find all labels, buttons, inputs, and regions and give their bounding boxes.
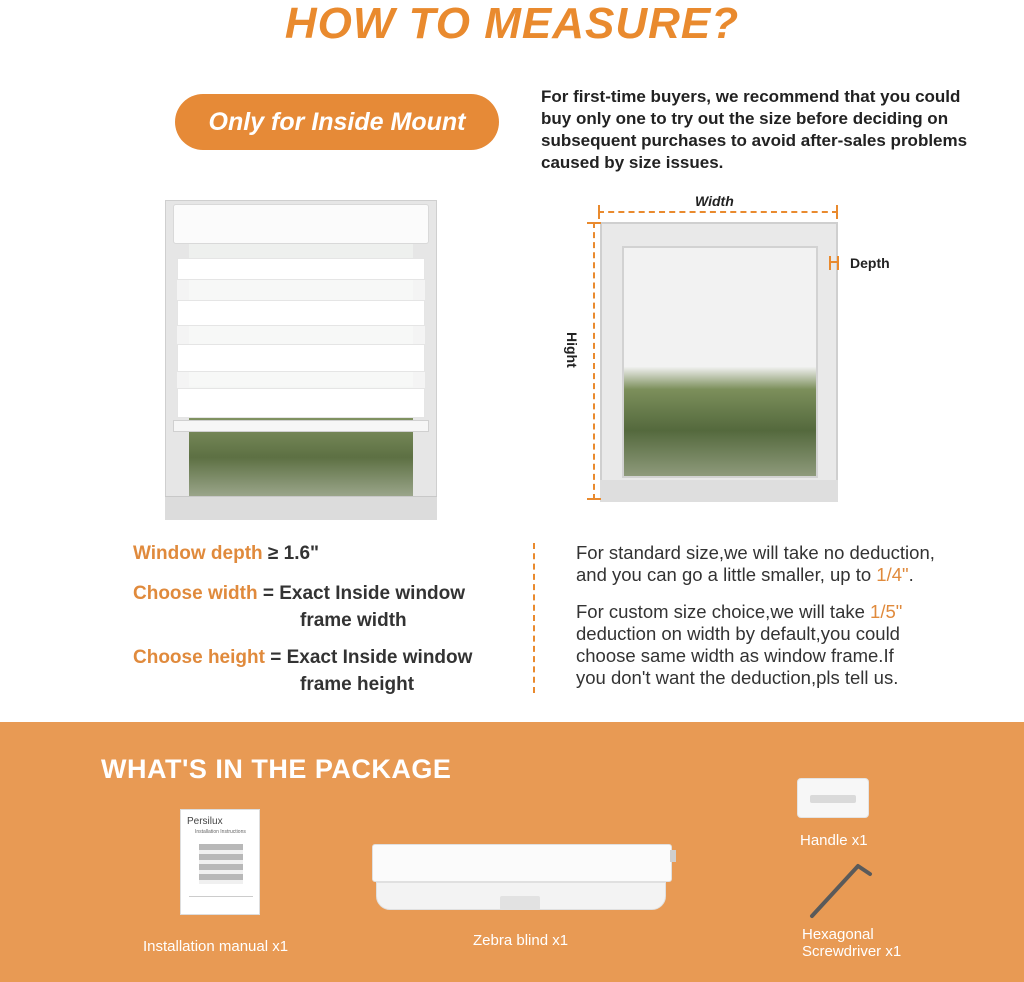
width-label: Width — [695, 193, 734, 209]
blind-sheer — [177, 372, 425, 388]
screwdriver-label — [802, 926, 901, 960]
custom-note-text: For custom size choice,we will take — [576, 601, 871, 622]
manual-label: Installation manual x1 — [143, 938, 289, 955]
height-rule-key: Choose height — [133, 647, 265, 668]
width-rule-key: Choose width — [133, 583, 258, 604]
window-glass — [622, 246, 818, 478]
blind-sheer — [177, 280, 425, 300]
custom-note-highlight: 1/5" — [870, 601, 903, 622]
custom-note-line: deduction on width by default,you could — [576, 623, 900, 644]
page-title: HOW TO MEASURE? — [284, 0, 740, 48]
window-sill — [165, 496, 437, 520]
width-rule — [133, 580, 465, 607]
height-rule — [133, 644, 472, 671]
depth-rule-key: Window depth — [133, 543, 263, 564]
manual-blind-graphic — [199, 844, 243, 884]
depth-marker-icon — [829, 256, 839, 270]
height-rule-value: = Exact Inside window — [270, 647, 473, 668]
inside-mount-badge — [175, 94, 499, 150]
window-measure-illustration — [600, 222, 838, 502]
custom-note-line: choose same width as window frame.If — [576, 645, 894, 666]
window-with-blind-illustration — [165, 200, 437, 520]
manual-footer-line — [189, 896, 253, 902]
standard-note-line: For standard size,we will take no deduction, — [576, 542, 935, 563]
hex-key-icon — [806, 852, 876, 922]
blind-slat — [177, 300, 425, 326]
blind-handle-clip — [500, 896, 540, 910]
manual-subtitle: Installation Instructions — [195, 829, 246, 835]
blind-sheer — [177, 326, 425, 344]
depth-rule — [133, 540, 319, 567]
handle-illustration — [797, 778, 869, 818]
window-sill — [600, 480, 838, 502]
blind-bottom-rail — [173, 420, 429, 432]
screwdriver-label-line: Screwdriver x1 — [802, 943, 902, 960]
blind-end-cap — [670, 850, 676, 862]
custom-note-line — [576, 601, 1006, 623]
custom-size-note — [576, 601, 1006, 689]
blind-slat — [177, 258, 425, 280]
standard-note-highlight: 1/4" — [876, 564, 909, 585]
package-title: WHAT'S IN THE PACKAGE — [101, 754, 452, 784]
standard-note-text: and you can go a little smaller, up to — [576, 564, 877, 585]
screwdriver-label-line: Hexagonal — [802, 926, 874, 943]
handle-label: Handle x1 — [800, 832, 868, 849]
zebra-blind-illustration — [372, 844, 674, 910]
blind-slat — [177, 344, 425, 372]
depth-label: Depth — [850, 255, 890, 271]
height-dimension-line — [593, 222, 595, 500]
standard-note-end: . — [908, 564, 914, 585]
blind-cassette — [173, 204, 429, 244]
package-section — [0, 722, 1024, 982]
depth-rule-value: ≥ 1.6" — [267, 543, 320, 564]
height-rule-cont: frame height — [300, 674, 415, 695]
standard-size-note — [576, 542, 1006, 586]
blind-label: Zebra blind x1 — [473, 932, 569, 949]
width-rule-cont: frame width — [300, 610, 407, 631]
manual-brand: Persilux — [187, 816, 223, 827]
intro-text: For first-time buyers, we recommend that you could buy only one to try out the size before deciding on subsequent purchases to avoid after-sales problems caused by size issues. — [541, 87, 968, 172]
manual-illustration — [180, 809, 260, 915]
width-dimension-line — [598, 211, 838, 213]
blind-cassette — [372, 844, 672, 882]
standard-note-line — [576, 564, 1006, 586]
width-rule-value: = Exact Inside window — [262, 583, 466, 604]
section-divider — [533, 543, 535, 693]
custom-note-line: you don't want the deduction,pls tell us. — [576, 667, 899, 688]
blind-slat — [177, 388, 425, 418]
height-label: Hight — [564, 332, 580, 368]
inside-mount-label: Only for Inside Mount — [208, 107, 466, 136]
